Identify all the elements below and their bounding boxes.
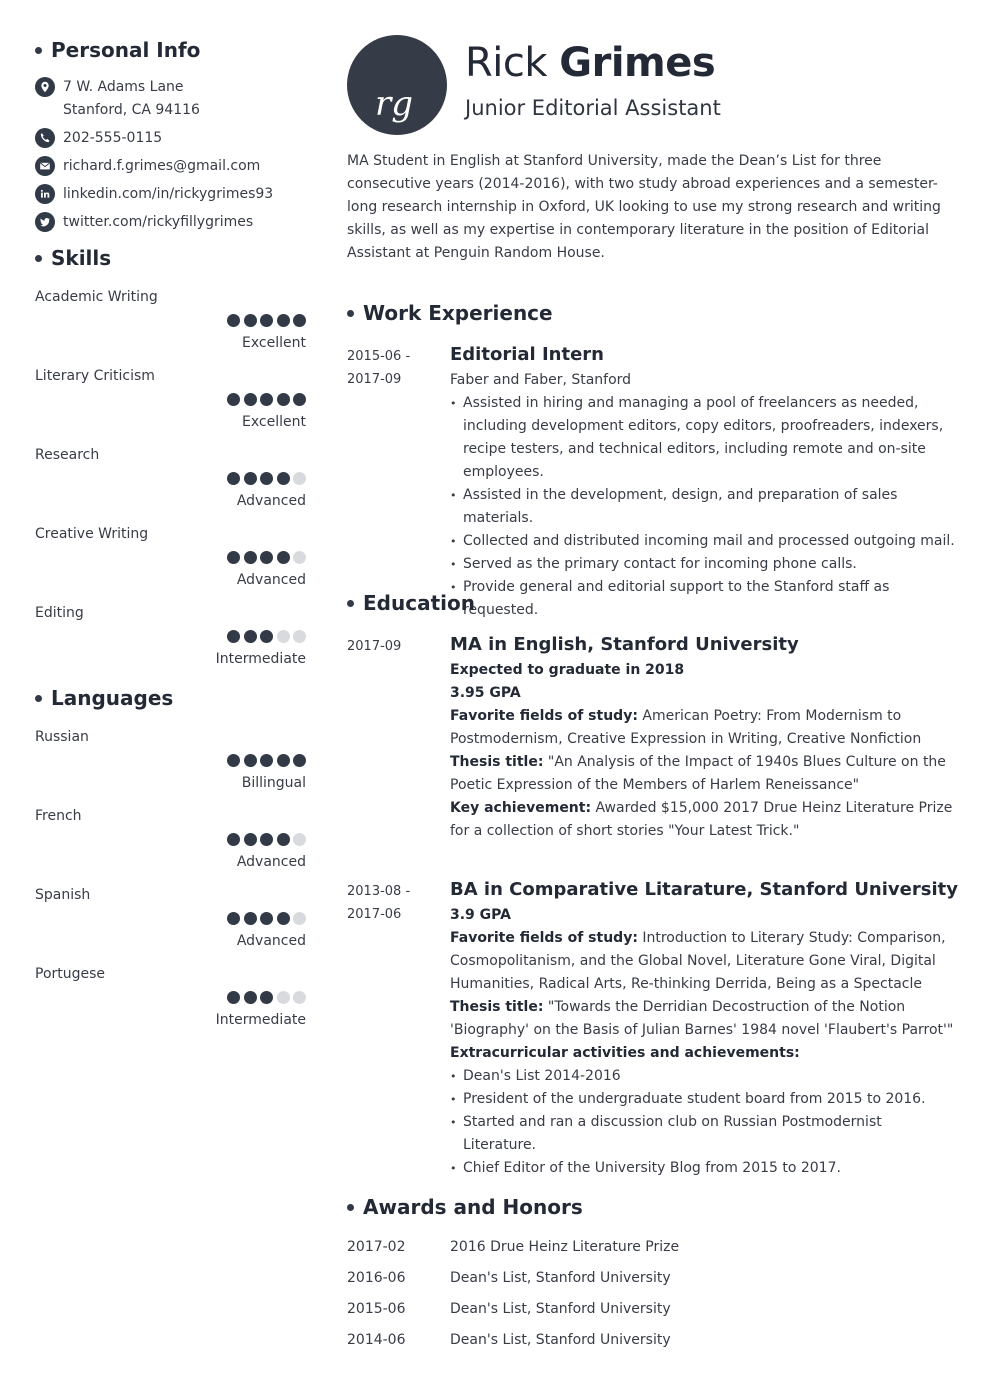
skill-name: Creative Writing <box>35 526 149 542</box>
award-date: 2016-06 <box>347 1270 406 1286</box>
entry-date: 2013-08 - 2017-06 <box>347 884 411 922</box>
skill-name: Research <box>35 447 100 463</box>
heading-bullet-icon <box>347 310 354 317</box>
twitter-icon <box>35 212 55 232</box>
list-item: • Provide general and editorial support to the Stanford staff as requested. <box>450 576 959 622</box>
award-row <box>347 1267 959 1298</box>
skill-item <box>35 523 306 602</box>
list-item: • Chief Editor of the University Blog from 2015 to 2017. <box>450 1157 959 1180</box>
language-item <box>35 726 306 805</box>
email-icon <box>35 156 55 176</box>
rating-dot <box>227 314 240 327</box>
list-item: • Assisted in hiring and managing a pool of freelancers as needed, including development editors, copy editors, proofreaders, indexers, recipe testers, and technical editors, including remote and on-site employees. <box>450 392 959 484</box>
language-level: Advanced <box>236 854 306 870</box>
heading-bullet-icon <box>35 255 42 262</box>
work-experience-heading: Work Experience <box>347 301 553 325</box>
entry-detail: Thesis title: "An Analysis of the Impact of 1940s Blues Culture on the Poetic Expression of the Members of Harlem Reneissance" <box>450 754 946 793</box>
skill-name: Literary Criticism <box>35 368 155 384</box>
avatar <box>347 35 447 135</box>
list-item: • Assisted in the development, design, and preparation of sales materials. <box>450 484 959 530</box>
entry-body <box>450 635 959 843</box>
language-item <box>35 963 306 1042</box>
rating-dot <box>260 912 273 925</box>
avatar-initials: rg <box>374 84 414 124</box>
contact-address: 7 W. Adams Lane Stanford, CA 94116 <box>35 76 306 122</box>
rating-dot <box>293 991 306 1004</box>
language-name: French <box>35 808 82 824</box>
rating-dot <box>244 912 257 925</box>
entry-title: MA in English, Stanford University <box>450 634 799 655</box>
rating-dot <box>227 472 240 485</box>
heading-bullet-icon <box>35 695 42 702</box>
rating-dot <box>277 833 290 846</box>
contact-email: richard.f.grimes@gmail.com <box>35 155 306 178</box>
rating-dot <box>277 393 290 406</box>
rating-dot <box>244 754 257 767</box>
skill-level: Intermediate <box>215 651 306 667</box>
entry-detail: 3.95 GPA <box>450 685 521 701</box>
contact-list <box>35 76 306 239</box>
skill-item <box>35 444 306 523</box>
phone-icon <box>35 128 55 148</box>
entry-company: Faber and Faber, Stanford <box>450 372 632 388</box>
skill-rating <box>224 630 307 643</box>
skill-level: Advanced <box>236 493 306 509</box>
awards-list <box>347 1236 959 1360</box>
rating-dot <box>260 551 273 564</box>
award-row <box>347 1329 959 1360</box>
award-title: Dean's List, Stanford University <box>450 1270 671 1286</box>
skill-rating <box>224 393 307 406</box>
entry-detail: Favorite fields of study: American Poetry: From Modernism to Postmodernism, Creative Expression in Writing, Creative Nonfiction <box>450 708 922 747</box>
rating-dot <box>260 630 273 643</box>
language-level: Intermediate <box>215 1012 306 1028</box>
list-item: • President of the undergraduate student board from 2015 to 2016. <box>450 1088 959 1111</box>
language-rating <box>224 754 307 767</box>
entry-title: BA in Comparative Litarature, Stanford University <box>450 879 958 900</box>
list-item: • Served as the primary contact for incoming phone calls. <box>450 553 959 576</box>
rating-dot <box>260 393 273 406</box>
language-level: Billingual <box>241 775 306 791</box>
rating-dot <box>260 833 273 846</box>
rating-dot <box>293 472 306 485</box>
education-heading: Education <box>347 591 475 615</box>
award-title: Dean's List, Stanford University <box>450 1301 671 1317</box>
rating-dot <box>293 912 306 925</box>
linkedin-icon <box>35 184 55 204</box>
rating-dot <box>277 314 290 327</box>
rating-dot <box>277 754 290 767</box>
entry-detail: Expected to graduate in 2018 <box>450 662 685 678</box>
rating-dot <box>277 912 290 925</box>
rating-dot <box>260 472 273 485</box>
rating-dot <box>227 393 240 406</box>
rating-dot <box>277 472 290 485</box>
rating-dot <box>293 551 306 564</box>
rating-dot <box>244 833 257 846</box>
rating-dot <box>227 630 240 643</box>
rating-dot <box>260 314 273 327</box>
rating-dot <box>244 472 257 485</box>
language-name: Spanish <box>35 887 91 903</box>
list-item: • Collected and distributed incoming mail and processed outgoing mail. <box>450 530 959 553</box>
skill-rating <box>224 314 307 327</box>
rating-dot <box>277 551 290 564</box>
language-rating <box>224 991 307 1004</box>
award-date: 2015-06 <box>347 1301 406 1317</box>
candidate-name: Rick Grimes <box>465 40 716 86</box>
skill-level: Excellent <box>242 414 306 430</box>
award-row <box>347 1236 959 1267</box>
language-level: Advanced <box>236 933 306 949</box>
language-name: Russian <box>35 729 89 745</box>
entry-detail: Favorite fields of study: Introduction to Literary Study: Comparison, Cosmopolitanism, and the Global Novel, Literature Gone Viral, Digital Humanities, Radical Arts, Re-thinking Derrida, Being as a Spectacle <box>450 930 946 992</box>
rating-dot <box>277 991 290 1004</box>
list-item: • Started and ran a discussion club on Russian Postmodernist Literature. <box>450 1111 959 1157</box>
list-item: • Dean's List 2014-2016 <box>450 1065 959 1088</box>
award-date: 2017-02 <box>347 1239 406 1255</box>
entry-detail: Thesis title: "Towards the Derridian Decostruction of the Notion 'Biography' on the Basis of Julian Barnes' 1984 novel 'Flaubert's Parrot'" <box>450 999 954 1038</box>
entry-date: 2015-06 - 2017-09 <box>347 349 411 387</box>
rating-dot <box>260 754 273 767</box>
rating-dot <box>293 833 306 846</box>
awards-heading: Awards and Honors <box>347 1195 583 1219</box>
entry-detail: Key achievement: Awarded $15,000 2017 Drue Heinz Literature Prize for a collection of short stories "Your Latest Trick." <box>450 800 953 839</box>
job-title: Junior Editorial Assistant <box>465 96 721 120</box>
location-pin-icon <box>35 77 55 97</box>
entry-body <box>450 345 959 622</box>
rating-dot <box>244 551 257 564</box>
skill-level: Excellent <box>242 335 306 351</box>
rating-dot <box>293 754 306 767</box>
rating-dot <box>244 991 257 1004</box>
rating-dot <box>293 630 306 643</box>
language-item <box>35 884 306 963</box>
skill-name: Editing <box>35 605 84 621</box>
entry-detail: 3.9 GPA <box>450 907 511 923</box>
language-rating <box>224 912 307 925</box>
skill-name: Academic Writing <box>35 289 158 305</box>
award-row <box>347 1298 959 1329</box>
skill-item <box>35 602 306 681</box>
skills-list <box>35 286 306 681</box>
summary: MA Student in English at Stanford University, made the Dean’s List for three consecutive years (2014-2016), with two study abroad experiences and a semester-long research internship in Oxford, UK looking to use my strong research and writing skills, as well as my expertise in contemporary literature in the position of Editorial Assistant at Penguin Random House. <box>347 153 941 261</box>
language-item <box>35 805 306 884</box>
entry-detail: Extracurricular activities and achievements: <box>450 1045 800 1061</box>
award-title: 2016 Drue Heinz Literature Prize <box>450 1239 680 1255</box>
entry-date: 2017-09 <box>347 639 402 654</box>
entry-title: Editorial Intern <box>450 344 604 365</box>
skill-rating <box>224 551 307 564</box>
rating-dot <box>277 630 290 643</box>
rating-dot <box>227 912 240 925</box>
personal-info-heading: Personal Info <box>35 38 200 62</box>
rating-dot <box>227 991 240 1004</box>
rating-dot <box>227 833 240 846</box>
language-name: Portugese <box>35 966 106 982</box>
contact-twitter: twitter.com/rickyfillygrimes <box>35 211 306 234</box>
skill-item <box>35 365 306 444</box>
award-date: 2014-06 <box>347 1332 406 1348</box>
languages-list <box>35 726 306 1042</box>
rating-dot <box>293 393 306 406</box>
rating-dot <box>244 630 257 643</box>
language-rating <box>224 833 307 846</box>
rating-dot <box>227 551 240 564</box>
languages-heading: Languages <box>35 686 173 710</box>
heading-bullet-icon <box>347 600 354 607</box>
skills-heading: Skills <box>35 246 111 270</box>
rating-dot <box>244 314 257 327</box>
skill-level: Advanced <box>236 572 306 588</box>
rating-dot <box>244 393 257 406</box>
skill-rating <box>224 472 307 485</box>
skill-item <box>35 286 306 365</box>
contact-phone: 202-555-0115 <box>35 127 306 150</box>
contact-linkedin: linkedin.com/in/rickygrimes93 <box>35 183 306 206</box>
rating-dot <box>260 991 273 1004</box>
entry-body <box>450 880 959 1180</box>
rating-dot <box>227 754 240 767</box>
rating-dot <box>293 314 306 327</box>
heading-bullet-icon <box>35 47 42 54</box>
heading-bullet-icon <box>347 1204 354 1211</box>
award-title: Dean's List, Stanford University <box>450 1332 671 1348</box>
